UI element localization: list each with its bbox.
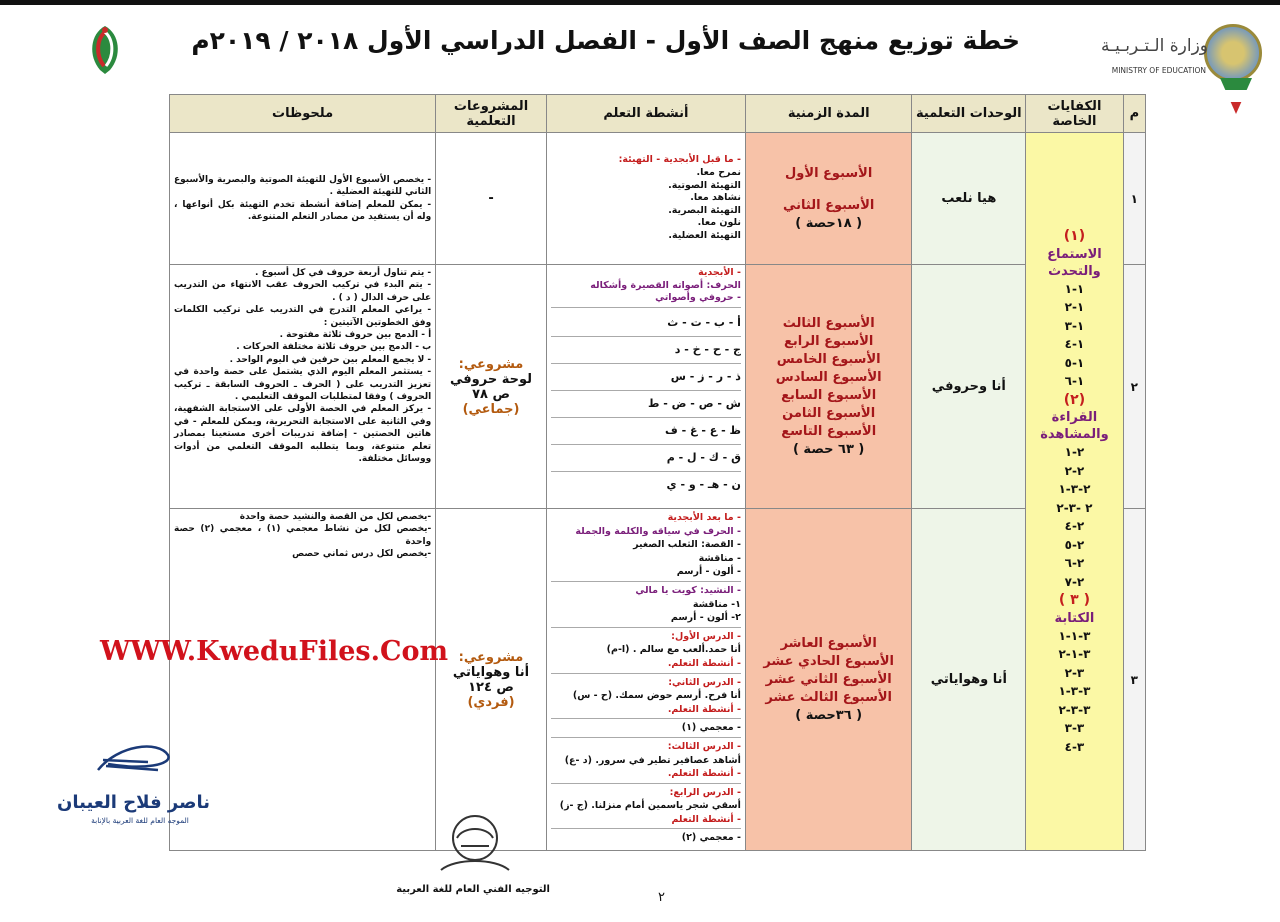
activity-item: أنا حمد.ألعب مع سالم . (ا-م) (606, 644, 741, 656)
duration-cell (745, 509, 912, 851)
duration-sessions: ( ٣٦حصة ) (795, 707, 863, 723)
note-item: - يركز المعلم في الحصة الأولى على الاستجابة الشفهية، وفي الثانية على الاستجابة التحريرية، ويمكن للمعلم - في هاتين الحصتين - إضافة تدريبات أخرى مستعينا بمصادر تعلم متنوعة، وبما يتطلبه الموقف التعلمي من أدوات ووسائل مختلفة. (174, 404, 432, 465)
note-item: -يخصص لكل من القصة والنشيد حصة واحدة (239, 512, 432, 522)
kafaa-3-title: ( ٣ ) (1058, 592, 1090, 608)
duration-week: الأسبوع التاسع (781, 423, 877, 439)
duration-week: الأسبوع الرابع (783, 333, 874, 349)
table-header-row (170, 95, 1146, 133)
activity-item: التهيئة الصوتية. (668, 179, 741, 191)
activity-item: - أنشطة التعلم. (551, 703, 741, 720)
ministry-footer-emblem-icon (435, 812, 515, 880)
duration-cell (745, 265, 912, 509)
activity-item: - حروفي وأصواتي (551, 292, 741, 308)
project-type: (فردي) (467, 694, 515, 710)
kafaa-item: ٢ -٣-٢ (1056, 500, 1093, 515)
kafaa-item: ٢-٧ (1064, 574, 1085, 589)
footer-logo (396, 812, 550, 912)
activity-item: - أنشطة التعلم. (551, 767, 741, 784)
project-page: ص ١٢٤ (468, 679, 514, 695)
project-cell (436, 265, 547, 509)
activity-item: - الأبجدية (698, 267, 741, 278)
note-item: - يخصص الأسبوع الأول للتهيئة الصوتية والبصرية والأسبوع الثاني للتهيئة العضلية . (174, 174, 432, 198)
project-title: لوحة حروفي (450, 371, 533, 387)
kafaa-3-name: الكتابة (1054, 610, 1095, 626)
letters-group: أ - ب - ت - ث (551, 310, 741, 337)
header-notes: ملحوظات (170, 95, 436, 133)
table-row (170, 265, 1146, 509)
letters-group: ظ - ع - غ - ف (551, 418, 741, 445)
activity-item: - أنشطة التعلم (551, 813, 741, 830)
kafaa-item: ٣-١-١ (1058, 628, 1091, 643)
project-type: (جماعي) (462, 401, 520, 417)
ministry-logo (1076, 22, 1268, 92)
activity-item: - مناقشة (698, 552, 741, 564)
signature-name: ناصر فلاح العيبان (57, 792, 210, 813)
duration-week: الأسبوع الثامن (782, 405, 876, 421)
activities-cell (546, 509, 745, 851)
project-label: مشروعي: (458, 356, 524, 372)
kafaa-item: ١-٢ (1064, 300, 1085, 314)
notes-cell (170, 133, 436, 265)
kuwait-flag-icon (1220, 78, 1252, 114)
row-num: ٢ (1123, 265, 1145, 509)
row-num: ٣ (1123, 509, 1145, 851)
project-cell (436, 509, 547, 851)
letters-list (551, 310, 741, 498)
activity-item: ٢- ألون - أرسم (551, 611, 741, 628)
duration-sessions: ( ١٨حصة ) (795, 215, 863, 231)
duration-week: الأسبوع العاشر (780, 635, 877, 651)
duration-cell (745, 133, 912, 265)
kafaa-item: ١-١ (1064, 281, 1085, 296)
kafaa-item: ٣-٣-١ (1058, 684, 1091, 698)
kafaa-item: ٢-٣-١ (1058, 482, 1091, 496)
activity-item: - ألون - أرسم (551, 565, 741, 582)
letters-group: ذ - ر - ز - س (551, 364, 741, 391)
ministry-name-en: MINISTRY OF EDUCATION (1111, 66, 1206, 75)
duration-week: الأسبوع الخامس (776, 351, 881, 367)
activity-item: - أنشطة التعلم. (551, 657, 741, 674)
activity-item: أنا فرح. أرسم حوض سمك. (ح - س) (572, 690, 741, 702)
signature-role: الموجه العام للغة العربية بالإنابة (91, 816, 189, 825)
activity-item: نلون معا. (697, 217, 741, 229)
letters-group: ش - ص - ض - ط (551, 391, 741, 418)
activity-item: نشاهد معا. (690, 192, 741, 204)
activity-item: التهيئة البصرية. (668, 204, 741, 216)
row-num: ١ (1123, 133, 1145, 265)
kafaa-item: ٣-٢ (1064, 665, 1085, 680)
activity-item: - الدرس الثاني: (668, 676, 741, 688)
note-item: -يخصص لكل درس ثماني حصص (292, 549, 432, 560)
project-page: ص ٧٨ (472, 386, 510, 402)
kafaa-item: ١-٦ (1064, 374, 1085, 388)
activity-item: - معجمي (٢) (681, 832, 741, 844)
kafaa-2-name: القراءة (1051, 410, 1098, 425)
duration-week: الأسبوع الثالث عشر (765, 689, 893, 705)
kafaa-item: ١-٣ (1064, 318, 1085, 333)
note-item: ب - الدمج بين حروف ثلاثة مختلفة الحركات . (236, 342, 432, 353)
header-activities: أنشطة التعلم (546, 95, 745, 133)
kafaa-item: ٣-٣-٢ (1058, 702, 1091, 717)
note-item: - يستثمر المعلم اليوم الذي يشتمل على حصة واحدة في تعزيز التدريب على ( الحرف ـ الحروف السابقة ـ تركيب الحروف ) وفقا لمتطلبات الموقف التعليمي . (174, 367, 432, 403)
kafaa-item: ٢-٢ (1064, 463, 1085, 478)
note-item: - يتم تناول أربعة حروف في كل أسبوع . (255, 268, 432, 278)
duration-week: الأسبوع الأول (785, 165, 873, 181)
kafaa-1-name: والتحدث (1048, 263, 1101, 279)
ministry-name-ar: وزارة الـتـربـيـة (1101, 36, 1208, 56)
activity-item: التهيئة العضلية. (668, 229, 741, 241)
activity-item: أشاهد عصافير تطير في سرور. (د -ع) (564, 754, 741, 766)
project-title: أنا وهواياتي (452, 664, 530, 680)
notes-cell (170, 265, 436, 509)
activity-item: - الدرس الثالث: (667, 740, 741, 752)
kafaa-item: ٣-٤ (1064, 739, 1085, 754)
signature-scribble-icon (88, 740, 188, 780)
kafaa-2-title: (٢) (1063, 391, 1086, 408)
activity-item: أسقي شجر ياسمين أمام منزلنا. (ج -ز) (559, 800, 741, 812)
table-row (170, 133, 1146, 265)
duration-week: الأسبوع السادس (775, 369, 882, 385)
kafaa-item: ٢-٦ (1064, 556, 1085, 570)
kafaa-item: ٢-١ (1064, 445, 1085, 459)
kafaat-cell (1026, 133, 1123, 851)
duration-week: الأسبوع الثالث (782, 315, 875, 331)
top-border (0, 0, 1280, 5)
signature-block (57, 740, 210, 836)
activity-item: - الدرس الرابع: (669, 786, 741, 798)
activity-item: الحرف: أصواته القصيرة وأشكاله (590, 279, 741, 291)
footer-org: التوجيه الفني العام للغة العربية (396, 884, 550, 895)
activities-cell (546, 133, 745, 265)
note-item: - لا يجمع المعلم بين حرفين في اليوم الواحد . (229, 354, 432, 365)
header-projects: المشروعات التعلمية (436, 95, 547, 133)
kafaa-1-title: (١) (1063, 228, 1086, 244)
activity-item: ١- مناقشة (692, 598, 741, 610)
letters-group: ج - ح - خ - د (551, 337, 741, 364)
activity-item: - النشيد: كويت يا مالي (635, 584, 741, 596)
header-duration: المدة الزمنية (745, 95, 912, 133)
duration-week: الأسبوع الثاني (783, 197, 875, 213)
kafaa-item: ١-٤ (1064, 337, 1085, 351)
letters-group: ق - ك - ل - م (551, 445, 741, 472)
duration-week: الأسبوع الحادي عشر (763, 653, 895, 669)
activity-item: - معجمي (١) (551, 721, 741, 738)
unit-cell: أنا وحروفي (912, 265, 1026, 509)
project-cell (436, 133, 547, 265)
note-item: - يراعي المعلم التدرج في التدريب على تركيب الكلمات وفق الخطوتين الآتيتين : (174, 305, 432, 328)
activity-item: - القصة: الثعلب الصغير (633, 539, 741, 551)
header-num: م (1123, 95, 1145, 133)
duration-sessions: ( ٦٣ حصة ) (792, 441, 865, 457)
kafaa-item: ٣-٣ (1064, 721, 1085, 735)
kafaa-1-name: الاستماع (1047, 246, 1102, 262)
curriculum-table (169, 94, 1146, 851)
note-item: -يخصص لكل من نشاط معجمي (١) ، معجمي (٢) حصة واحدة (174, 524, 432, 547)
duration-week: الأسبوع الثاني عشر (765, 671, 892, 687)
project-text: - (488, 191, 494, 206)
page-title: خطة توزيع منهج الصف الأول - الفصل الدراسي الأول ٢٠١٨ / ٢٠١٩م (191, 26, 1020, 55)
table-row (170, 509, 1146, 851)
header-kafaat: الكفايات الخاصة (1026, 95, 1123, 133)
ministry-seal-icon (1204, 24, 1262, 82)
activity-item: - ما قبل الأبجدية - التهيئة: (618, 154, 741, 166)
note-item: - يمكن للمعلم إضافة أنشطة تخدم التهيئة بكل أنواعها ، وله أن يستفيد من مصادر التعلم المتنوعة. (174, 199, 432, 222)
watermark-text: WWW.KweduFiles.Com (100, 636, 449, 667)
activity-item: - الحرف في سياقه والكلمة والجملة (575, 525, 741, 537)
activity-item: - ما بعد الأبجدية (667, 512, 741, 523)
kafaa-item: ٣-١-٢ (1058, 647, 1091, 661)
kafaa-item: ١-٥ (1064, 355, 1085, 370)
unit-cell: هيا نلعب (912, 133, 1026, 265)
page-number: ٢ (658, 890, 665, 905)
kafaa-item: ٢-٥ (1064, 537, 1085, 552)
kafaa-item: ٢-٤ (1064, 519, 1085, 533)
letters-group: ن - هـ - و - ي (666, 477, 741, 491)
kuwait-emblem-icon (80, 22, 130, 78)
header-units: الوحدات التعلمية (912, 95, 1026, 133)
note-item: - يتم البدء في تركيب الحروف عقب الانتهاء من التدريب على حرف الدال ( د ) . (174, 280, 432, 303)
note-item: أ - الدمج بين حروف ثلاثة مفتوحة . (279, 330, 432, 341)
activity-item: نمرح معا. (696, 167, 741, 179)
project-label: مشروعي: (458, 649, 524, 665)
kafaa-2-name: والمشاهدة (1040, 427, 1109, 442)
duration-week: الأسبوع السابع (781, 387, 877, 403)
unit-cell: أنا وهواياتي (912, 509, 1026, 851)
activities-cell (546, 265, 745, 509)
activity-item: - الدرس الأول: (671, 630, 741, 642)
